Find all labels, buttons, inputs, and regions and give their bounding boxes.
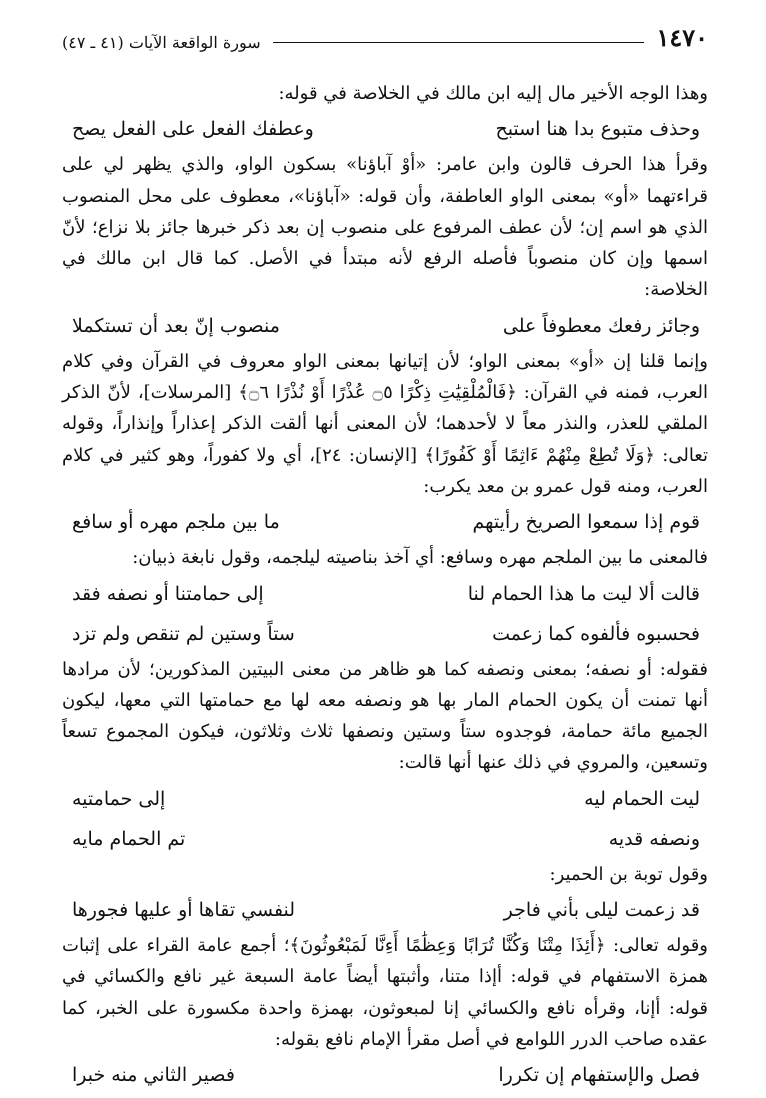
verse-first-hemistich: قالت ألا ليت ما هذا الحمام لنا — [467, 582, 700, 605]
verse-second-hemistich: ما بين ملجم مهره أو سافع — [72, 511, 280, 534]
verse-second-hemistich: منصوب إنّ بعد أن تستكملا — [72, 314, 280, 337]
page-body — [62, 78, 708, 1095]
header-rule — [273, 42, 645, 43]
paragraph: فالمعنى ما بين الملجم مهره وسافع: أي آخذ بناصيته ليلجمه، وقول نابغة ذبيان: — [132, 547, 708, 569]
poetry-verse — [62, 779, 708, 819]
verse-first-hemistich: ونصفه قديه — [608, 827, 700, 850]
verse-first-hemistich: قوم إذا سمعوا الصريخ رأيتهم — [472, 511, 700, 534]
page-number: ١٤٧٠ — [656, 23, 708, 52]
verse-second-hemistich: فصير الثاني منه خبرا — [72, 1064, 235, 1087]
verse-second-hemistich: ستاً وستين لم تنقص ولم تزد — [72, 622, 295, 645]
verse-first-hemistich: وحذف متبوع بدا هنا استبح — [495, 118, 700, 141]
poetry-verse — [62, 109, 708, 149]
paragraph: وهذا الوجه الأخير مال إليه ابن مالك في الخلاصة في قوله: — [278, 83, 708, 104]
paragraph: وقول توبة بن الحمير: — [549, 863, 708, 885]
page-header — [62, 22, 708, 52]
verse-first-hemistich: فصل والإستفهام إن تكررا — [498, 1064, 700, 1087]
verse-second-hemistich: إلى حمامتيه — [72, 787, 166, 810]
poetry-verse — [62, 1055, 708, 1095]
paragraph: وقوله تعالى: ﴿أَئِذَا مِتْنَا وَكُنَّا تُرَابًا وَعِظَٰمًا أَءِنَّا لَمَبْعُوثُونَ﴾؛ أجمع عامة القراء على إثبات همزة الاستفهام في قوله: أإذا متنا، وأثبتها أيضاً عامة السبعة غير نافع والكسائي في قوله: أإنا، وقرأه نافع والكسائي إنا لمبعوثون، بهمزة واحدة مكسورة على الخبر، كما عقده صاحب الدرر اللوامع في أصل مقرأ الإمام نافع بقوله: — [62, 935, 708, 1050]
poetry-verse — [62, 614, 708, 654]
verse-second-hemistich: تم الحمام مايه — [72, 827, 186, 850]
verse-first-hemistich: وجائز رفعك معطوفاً على — [502, 314, 700, 337]
surah-title: سورة الواقعة الآيات (٤١ ـ ٤٧) — [62, 33, 261, 52]
verse-first-hemistich: فحسبوه فألفوه كما زعمت — [492, 622, 700, 645]
verse-second-hemistich: لنفسي تقاها أو عليها فجورها — [72, 899, 296, 922]
poetry-verse — [62, 502, 708, 542]
poetry-verse — [62, 306, 708, 346]
verse-second-hemistich: إلى حمامتنا أو نصفه فقد — [72, 582, 264, 605]
paragraph: فقوله: أو نصفه؛ بمعنى ونصفه كما هو ظاهر من معنى البيتين المذكورين؛ لأن مرادها أنها تمنت أن يكون الحمام المار بها هو ونصفه معه لها مع حمامتها التي معها، ليكون الجميع مائة حمامة، فوجدوه ستاً وستين ونصفها ثلاث وثلاثون، فيكون المجموع تسعاً وتسعين، والمروي في ذلك عنها أنها قالت: — [62, 658, 708, 774]
verse-first-hemistich: قد زعمت ليلى بأني فاجر — [503, 899, 700, 922]
poetry-verse — [62, 819, 708, 859]
paragraph: وقرأ هذا الحرف قالون وابن عامر: «أوْ آباؤنا» بسكون الواو، والذي يظهر لي على قراءتهما «أو» بمعنى الواو العاطفة، وأن قوله: «آباؤنا»، معطوف على محل المنصوب الذي هو اسم إن؛ لأن عطف المرفوع على منصوب إن بعد ذكر خبرها جائز بلا نزاع؛ لأنّ اسمها وإن كان منصوباً فأصله الرفع لأنه مبتدأ في الأصل. كما قال ابن مالك في الخلاصة: — [62, 154, 708, 301]
poetry-verse — [62, 890, 708, 930]
verse-first-hemistich: ليت الحمام ليه — [584, 787, 700, 810]
paragraph: وإنما قلنا إن «أو» بمعنى الواو؛ لأن إتيانها بمعنى الواو معروف في القرآن وفي كلام العرب، فمنه في القرآن: ﴿فَالْمُلْقِيَٰتِ ذِكْرًا ۝٥ عُذْرًا أَوْ نُذْرًا ۝٦﴾ [المرسلات]، لأنّ الذكر الملقي للعذر، والنذر معاً لا لأحدهما؛ لأن المعنى أنها ألقت الذكر إعذاراً وإنذاراً، وقوله تعالى: ﴿وَلَا تُطِعْ مِنْهُمْ ءَاثِمًا أَوْ كَفُورًا﴾ [الإنسان: ٢٤]، أي ولا كفوراً، وهو كثير في كلام العرب، ومنه قول عمرو بن معد يكرب: — [62, 350, 708, 497]
poetry-verse — [62, 574, 708, 614]
verse-second-hemistich: وعطفك الفعل على الفعل يصح — [72, 118, 314, 141]
